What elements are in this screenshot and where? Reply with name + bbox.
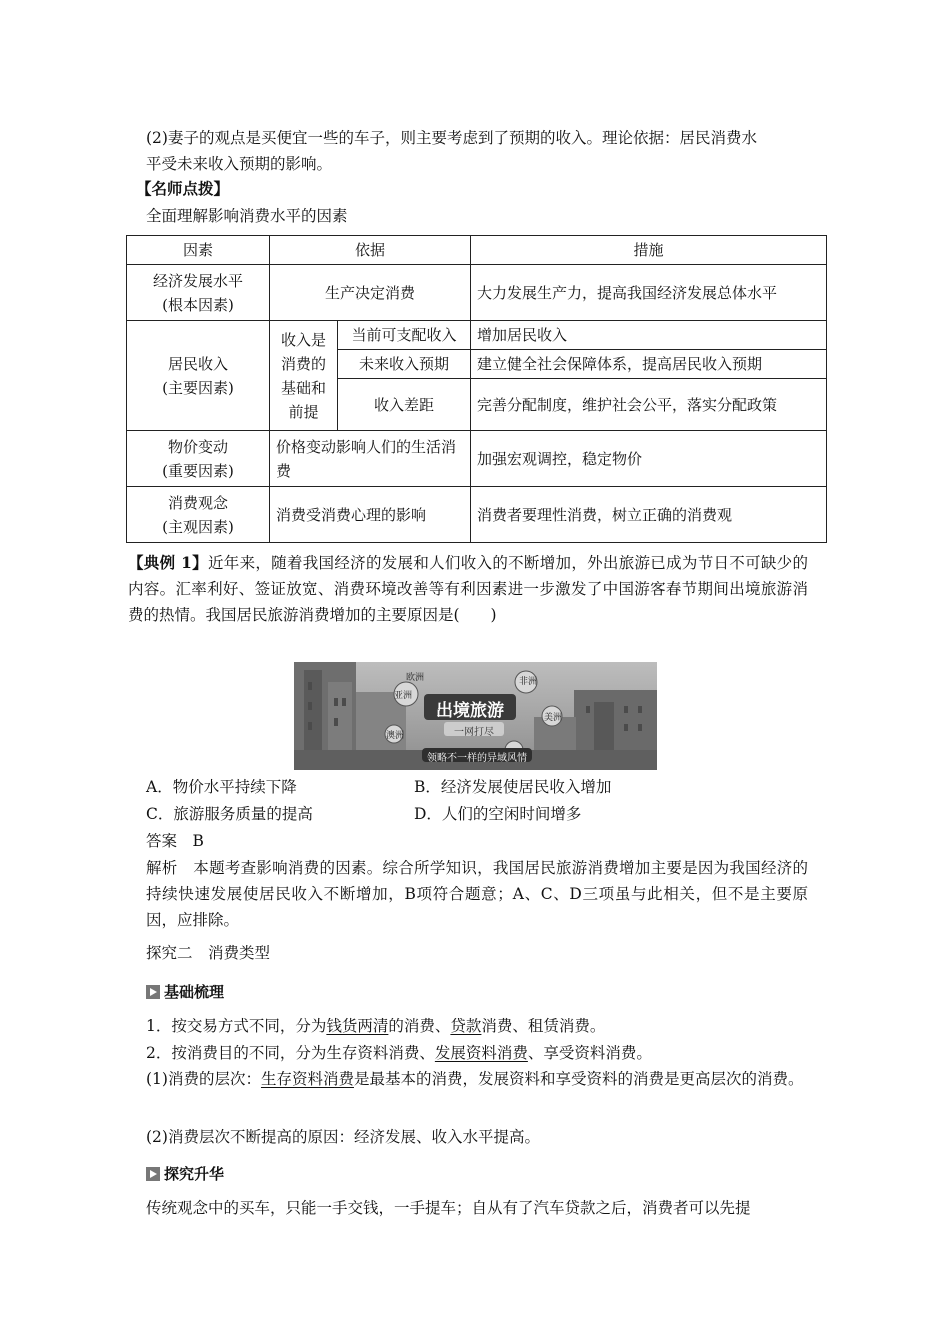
measure-cell: 加强宏观调控，稳定物价 [471, 431, 827, 487]
option-a: A．物价水平持续下降 [146, 778, 297, 796]
tag-oceania: 澳洲 [386, 731, 405, 741]
explore-heading: 探究升华 [146, 1164, 224, 1184]
factor-cell: 经济发展水平 (根本因素) [127, 265, 270, 321]
table-title: 全面理解影响消费水平的因素 [146, 207, 348, 225]
basics-sub-1: (1)消费的层次：生存资料消费是最基本的消费，发展资料和享受资料的消费是更高层次的消费。 [146, 1070, 804, 1088]
basis-main-cell: 收入是消费的基础和前提 [270, 321, 338, 431]
basics-item-2: 2．按消费目的不同，分为生存资料消费、发展资料消费、享受资料消费。 [146, 1044, 652, 1062]
tip-label: 【名师点拨】 [136, 179, 230, 198]
measure-cell: 建立健全社会保障体系，提高居民收入预期 [471, 350, 827, 379]
analysis-paragraph: 解析 本题考查影响消费的因素。综合所学知识，我国居民旅游消费增加主要是因为我国经济的持续快速发展使居民收入不断增加，B项符合题意；A、C、D三项虽与此相关，但不是主要原因，应排除。 [146, 859, 808, 929]
basis-sub-cell: 当前可支配收入 [338, 321, 471, 350]
header-basis: 依据 [270, 236, 471, 265]
play-icon [146, 1167, 160, 1181]
photo-subtitle: 一网打尽 [454, 727, 494, 738]
intro-line-2: 平受未来收入预期的影响。 [146, 155, 333, 173]
factor-cell: 消费观念 (主观因素) [127, 487, 270, 543]
travel-photo [294, 662, 657, 770]
basis-sub-cell: 未来收入预期 [338, 350, 471, 379]
header-measure: 措施 [471, 236, 827, 265]
basis-cell: 生产决定消费 [270, 265, 471, 321]
option-d: D．人们的空闲时间增多 [414, 805, 582, 823]
answer-line: 答案 B [146, 832, 204, 850]
basics-item-1: 1．按交易方式不同，分为钱货两清的消费、贷款消费、租赁消费。 [146, 1017, 606, 1035]
measure-cell: 消费者要理性消费，树立正确的消费观 [471, 487, 827, 543]
tag-africa: 非洲 [519, 677, 538, 687]
photo-banner: 出境旅游 [436, 701, 504, 721]
tag-america: 美洲 [544, 713, 563, 723]
basis-sub-cell: 收入差距 [338, 379, 471, 431]
tag-asia: 亚洲 [394, 691, 413, 701]
option-b: B．经济发展使居民收入增加 [414, 778, 612, 796]
factor-cell: 物价变动 (重要因素) [127, 431, 270, 487]
section-title: 探究二 消费类型 [146, 944, 271, 962]
measure-cell: 大力发展生产力，提高我国经济发展总体水平 [471, 265, 827, 321]
factors-table [126, 235, 827, 543]
measure-cell: 增加居民收入 [471, 321, 827, 350]
play-icon [146, 985, 160, 999]
basis-cell: 价格变动影响人们的生活消费 [270, 431, 471, 487]
tag-europe: 欧洲 [406, 673, 425, 683]
option-c: C．旅游服务质量的提高 [146, 805, 313, 823]
measure-cell: 完善分配制度，维护社会公平，落实分配政策 [471, 379, 827, 431]
basics-sub-2: (2)消费层次不断提高的原因：经济发展、收入水平提高。 [146, 1128, 540, 1146]
basis-cell: 消费受消费心理的影响 [270, 487, 471, 543]
basics-heading: 基础梳理 [146, 982, 224, 1002]
photo-caption: 领略不一样的异域风情 [427, 753, 527, 764]
example-label: 【典例 1】 [128, 553, 208, 572]
factor-cell: 居民收入 (主要因素) [127, 321, 270, 431]
explore-text: 传统观念中的买车，只能一手交钱，一手提车；自从有了汽车贷款之后，消费者可以先提 [146, 1199, 751, 1217]
example-paragraph [128, 550, 808, 628]
intro-line-1: (2)妻子的观点是买便宜一些的车子，则主要考虑到了预期的收入。理论依据：居民消费水 [146, 129, 757, 147]
example-text: 近年来，随着我国经济的发展和人们收入的不断增加，外出旅游已成为节日不可缺少的内容。汇率利好、签证放宽、消费环境改善等有利因素进一步激发了中国游客春节期间出境旅游消费的热情。我国居民旅游消费增加的主要原因是( ) [128, 554, 808, 624]
header-factor: 因素 [127, 236, 270, 265]
